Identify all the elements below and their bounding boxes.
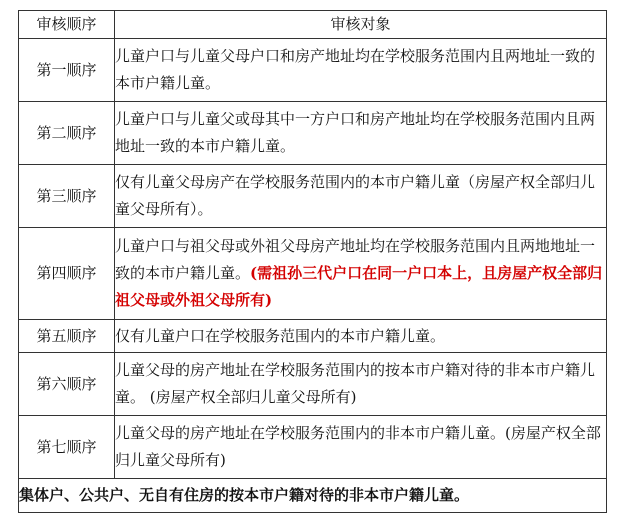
target-text: 儿童父母的房产地址在学校服务范围内的非本市户籍儿童。(房屋产权全部归儿童父母所有): [115, 424, 601, 469]
target-cell: [115, 102, 607, 165]
target-cell: [115, 320, 607, 353]
target-cell: [115, 416, 607, 479]
target-cell: [115, 228, 607, 320]
table-row: [19, 165, 607, 228]
target-text: 儿童户口与儿童父或母其中一方户口和房产地址均在学校服务范围内且两地址一致的本市户籍儿童。: [115, 110, 596, 155]
order-cell: 第三顺序: [19, 165, 115, 228]
table-row: [19, 353, 607, 416]
target-text: 儿童户口与儿童父母户口和房产地址均在学校服务范围内且两地址一致的本市户籍儿童。: [115, 47, 596, 92]
table-row: [19, 416, 607, 479]
target-cell: [115, 39, 607, 102]
order-cell: 第七顺序: [19, 416, 115, 479]
order-cell: 第一顺序: [19, 39, 115, 102]
order-cell: 第五顺序: [19, 320, 115, 353]
table-row: [19, 39, 607, 102]
target-text: 仅有儿童户口在学校服务范围内的本市户籍儿童。: [115, 326, 446, 345]
header-order: 审核顺序: [19, 11, 115, 39]
table-row: [19, 320, 607, 353]
red-note: (需祖孙三代户口在同一户口本上，且房屋产权全部归祖父母或外祖父母所有): [115, 264, 603, 309]
order-cell: 第二顺序: [19, 102, 115, 165]
table-header-row: [19, 11, 607, 39]
table-row: [19, 102, 607, 165]
review-order-table: [18, 10, 607, 513]
target-cell: [115, 165, 607, 228]
target-cell: [115, 353, 607, 416]
target-text: 仅有儿童父母房产在学校服务范围内的本市户籍儿童（房屋产权全部归儿童父母所有）。: [115, 173, 596, 218]
table-row: [19, 228, 607, 320]
target-text: 儿童户口与祖父母或外祖父母房产地址均在学校服务范围内且两地地址一致的本市户籍儿童。: [115, 237, 596, 282]
order-cell: 第四顺序: [19, 228, 115, 320]
table-footer-row: [19, 479, 607, 513]
header-target: 审核对象: [115, 11, 607, 39]
footer-cell: 集体户、公共户、无自有住房的按本市户籍对待的非本市户籍儿童。: [19, 479, 607, 513]
target-text: 儿童父母的房产地址在学校服务范围内的按本市户籍对待的非本市户籍儿童。 (房屋产权全部归儿童父母所有): [115, 361, 596, 406]
order-cell: 第六顺序: [19, 353, 115, 416]
